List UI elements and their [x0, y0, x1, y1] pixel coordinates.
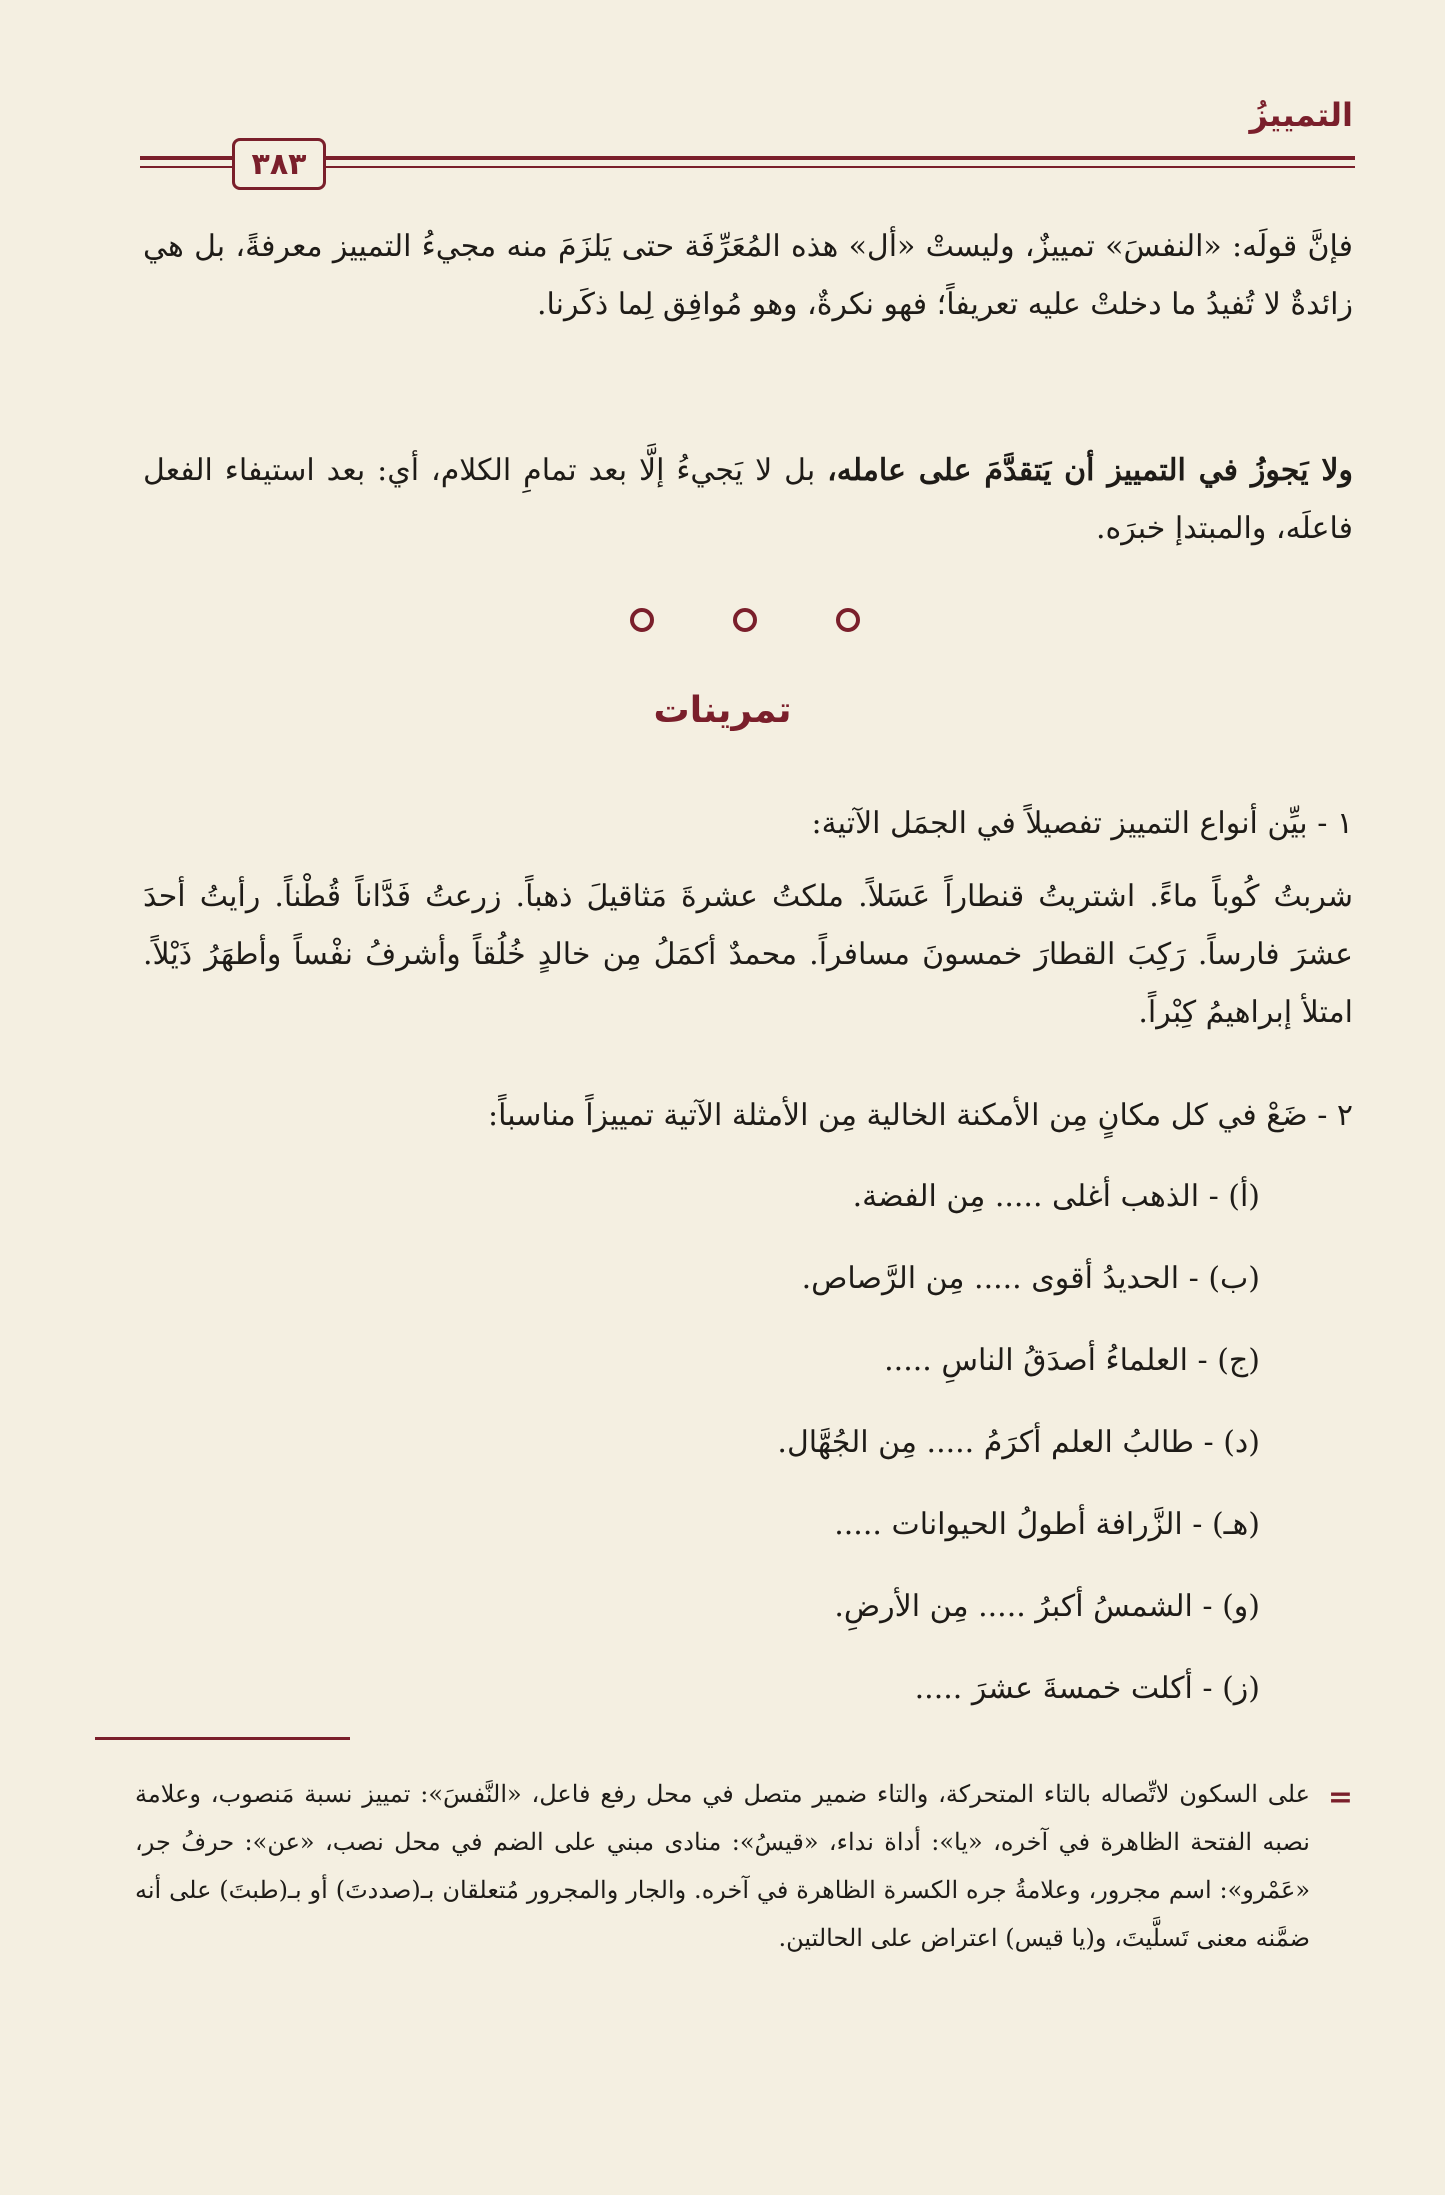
running-title: التمييزُ	[1249, 96, 1353, 134]
exercise-2-instruction: ٢ - ضَعْ في كل مكانٍ مِن الأمكنة الخالية مِن الأمثلة الآتية تمييزاً مناسباً:	[487, 1098, 1353, 1133]
section-divider	[630, 600, 860, 640]
paragraph-2-rule: ولا يَجوزُ في التمييز أن يَتقدَّمَ على عامله،	[827, 453, 1353, 488]
exercise-1-instruction: ١ - بيِّن أنواع التمييز تفصيلاً في الجمَل الآتية:	[811, 806, 1353, 841]
exercise-2-item: (د) - طالبُ العلم أكرَمُ ..... مِن الجُهَّال.	[777, 1425, 1260, 1460]
exercise-2-item: (أ) - الذهب أغلى ..... مِن الفضة.	[852, 1179, 1260, 1214]
footnote-text: على السكون لاتِّصاله بالتاء المتحركة، والتاء ضمير متصل في محل رفع فاعل، «النَّفسَ»: تمييز نسبة مَنصوب، وعلامة نصبه الفتحة الظاهرة في آخره، «يا»: أداة نداء، «قيسُ»: منادى مبني على الضم في محل نصب، «عن»: حرفُ جر، «عَمْرو»: اسم مجرور، وعلامةُ جره الكسرة الظاهرة في آخره. والجار والمجرور مُتعلقان بـ(صددتَ) أو بـ(طبتَ) على أنه ضمَّنه معنى تَسلَّيتَ، و(يا قيس) اعتراض على الحالتين.	[135, 1780, 1310, 1952]
paragraph-1: فإنَّ قولَه: «النفسَ» تمييزٌ، وليستْ «أل» هذه المُعَرِّفَة حتى يَلزَمَ منه مجيءُ التمييز معرفةً، بل هي زائدةٌ لا تُفيدُ ما دخلتْ عليه تعريفاً؛ فهو نكرةٌ، وهو مُوافِق لِما ذكَرنا.	[143, 229, 1353, 322]
exercise-1-sentences: شربتُ كُوباً ماءً. اشتريتُ قنطاراً عَسَلاً. ملكتُ عشرةَ مَثاقيلَ ذهباً. زرعتُ فَدَّاناً قُطْناً. رأيتُ أحدَ عشرَ فارساً. رَكِبَ القطارَ خمسونَ مسافراً. محمدٌ أكمَلُ مِن خالدٍ خُلُقاً وأشرفُ نفْساً وأطهَرُ ذَيْلاً. امتلأ إبراهيمُ كِبْراً.	[143, 879, 1353, 1030]
ring-ornament-icon	[733, 608, 757, 632]
ring-ornament-icon	[836, 608, 860, 632]
exercise-2-item: (ج) - العلماءُ أصدَقُ الناسِ .....	[884, 1343, 1260, 1378]
paragraph-2	[143, 442, 1353, 558]
exercise-2-item: (ز) - أكلت خمسةَ عشرَ .....	[914, 1671, 1260, 1706]
page-number: ٣٨٣	[232, 138, 326, 190]
footnote-separator	[95, 1737, 350, 1740]
exercise-2-item: (و) - الشمسُ أكبرُ ..... مِن الأرضِ.	[834, 1589, 1260, 1624]
paragraph-2-explanation: بل لا يَجيءُ إلَّا بعد تمامِ الكلام، أي: بعد استيفاء الفعل فاعلَه، والمبتدإ خبرَه.	[143, 453, 1353, 546]
exercise-2-item: (ب) - الحديدُ أقوى ..... مِن الرَّصاص.	[801, 1261, 1260, 1296]
exercise-2-item: (هـ) - الزَّرافة أطولُ الحيوانات .....	[834, 1507, 1260, 1542]
ring-ornament-icon	[630, 608, 654, 632]
footnote-continuation-marker: =	[1327, 1780, 1353, 1815]
exercises-heading: تمرينات	[653, 690, 792, 731]
